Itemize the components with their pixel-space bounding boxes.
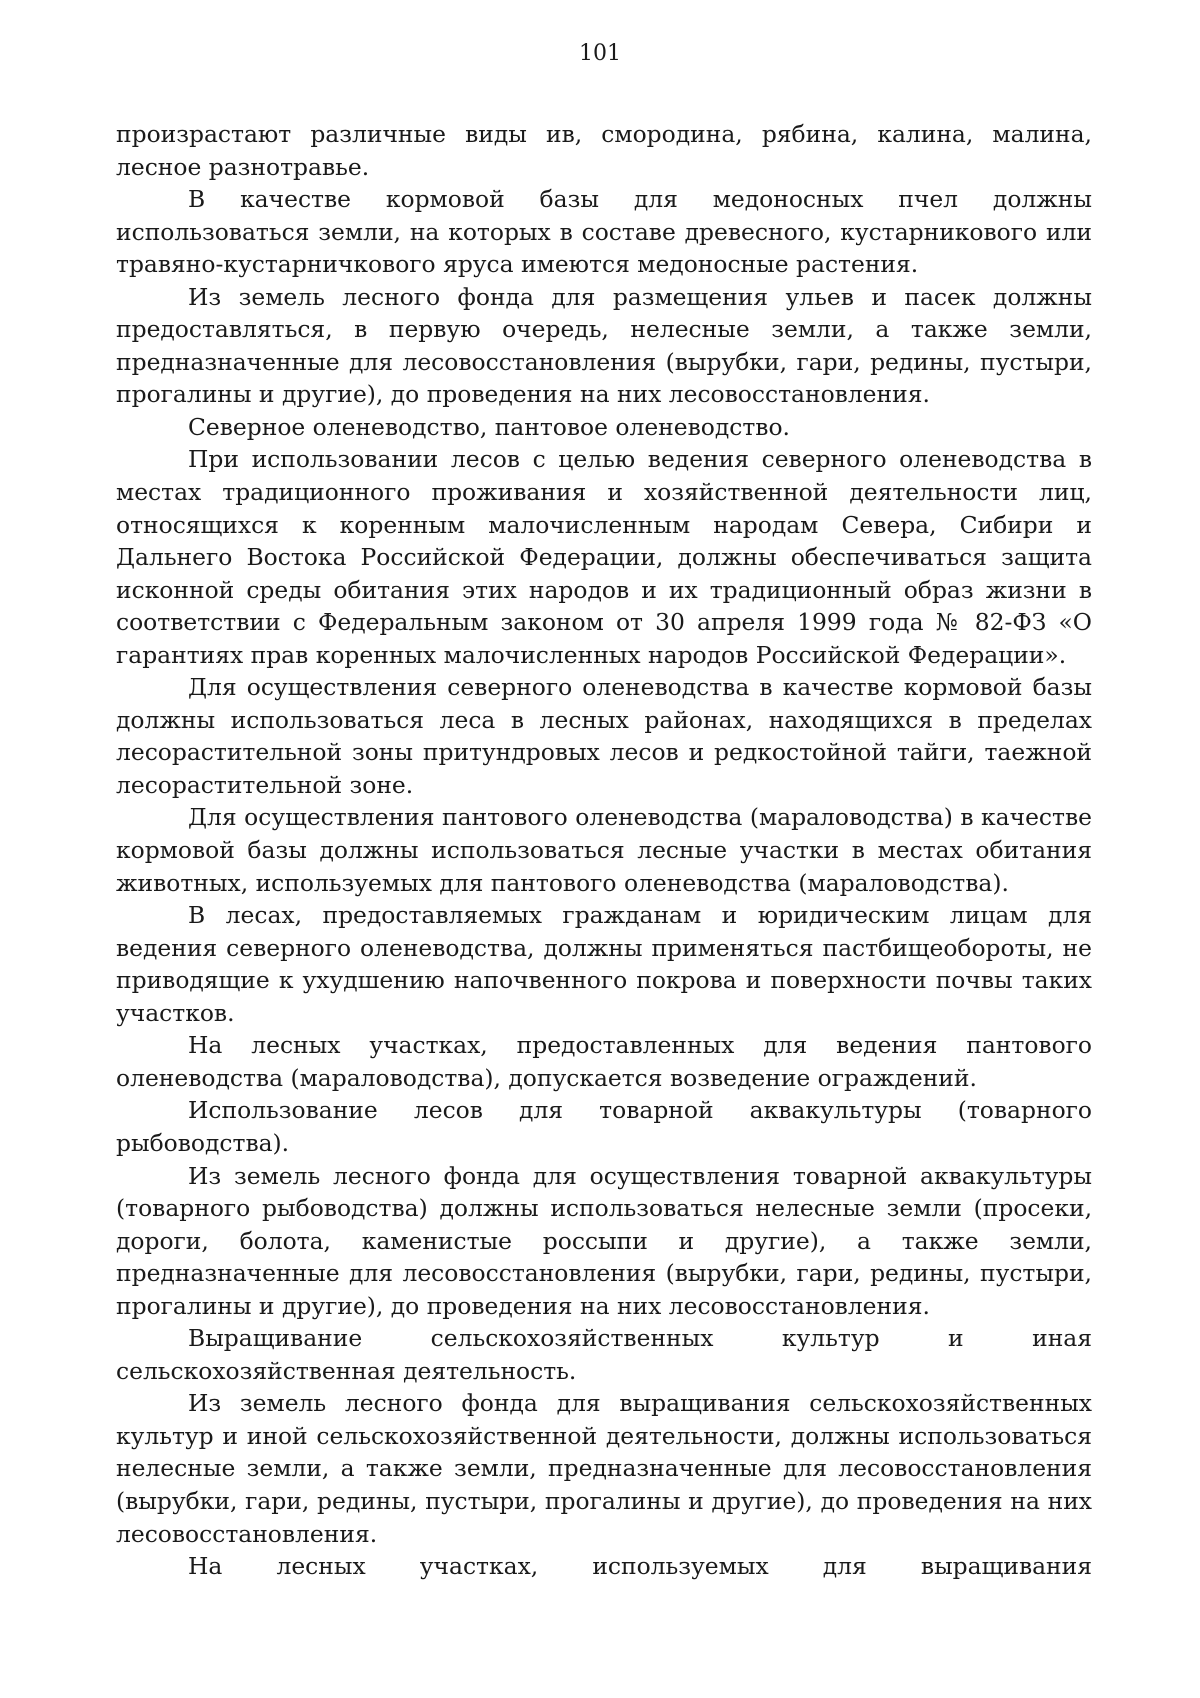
paragraph-fencing: На лесных участках, предоставленных для ведения пантового оленеводства (мараловодства), допускается возведение ограждений. (116, 1031, 1092, 1092)
section-heading-agriculture: Выращивание сельскохозяйственных культур и иная сельскохозяйственная деятельность. (116, 1324, 1092, 1385)
paragraph-honey-bees-forage: В качестве кормовой базы для медоносных пчел должны использоваться земли, на которых в составе древесного, кустарникового или травяно-кустарничкового яруса имеются медоносные растения. (116, 185, 1092, 279)
section-heading-reindeer: Северное оленеводство, пантовое оленеводство. (188, 412, 790, 441)
paragraph-pasture-rotation: В лесах, предоставляемых гражданам и юридическим лицам для ведения северного оленеводства, должны применяться пастбищеобороты, не приводящие к ухудшению напочвенного покрова и поверхности почвы таких участков. (116, 901, 1092, 1027)
paragraph-northern-reindeer-forage: Для осуществления северного оленеводства в качестве кормовой базы должны использоваться леса в лесных районах, находящихся в пределах лесорастительной зоны притундровых лесов и редкостойной тайги, таежной лесорастительной зоне. (116, 673, 1092, 799)
paragraph-continued: произрастают различные виды ив, смородина, рябина, калина, малина, лесное разнотравье. (116, 120, 1092, 181)
paragraph-aquaculture-lands: Из земель лесного фонда для осуществления товарной аквакультуры (товарного рыбоводства) должны использоваться нелесные земли (просеки, дороги, болота, каменистые россыпи и другие), а также земли, предназначенные для лесовосстановления (вырубки, гари, редины, пустыри, прогалины и другие), до проведения на них лесовосстановления. (116, 1161, 1092, 1320)
body-text (116, 118, 1092, 1583)
paragraph-northern-reindeer-use: При использовании лесов с целью ведения северного оленеводства в местах традиционного проживания и хозяйственной деятельности лиц, относящихся к коренным малочисленным народам Севера, Сибири и Дальнего Востока Российской Федерации, должны обеспечиваться защита исконной среды обитания этих народов и их традиционный образ жизни в соответствии с Федеральным законом от 30 апреля 1999 года № 82-ФЗ «О гарантиях прав коренных малочисленных народов Российской Федерации». (116, 445, 1092, 669)
paragraph-agriculture-lands: Из земель лесного фонда для выращивания сельскохозяйственных культур и иной сельскохозяйственной деятельности, должны использоваться нелесные земли, а также земли, предназначенные для лесовосстановления (вырубки, гари, редины, пустыри, прогалины и другие), до проведения на них лесовосстановления. (116, 1389, 1092, 1548)
page-number: 101 (579, 41, 621, 66)
section-heading-aquaculture: Использование лесов для товарной аквакультуры (товарного рыбоводства). (116, 1096, 1092, 1157)
paragraph-antler-reindeer-forage: Для осуществления пантового оленеводства (мараловодства) в качестве кормовой базы должны использоваться лесные участки в местах обитания животных, используемых для пантового оленеводства (мараловодства). (116, 803, 1092, 897)
paragraph-hives-placement: Из земель лесного фонда для размещения ульев и пасек должны предоставляться, в первую очередь, нелесные земли, а также земли, предназначенные для лесовосстановления (вырубки, гари, редины, пустыри, прогалины и другие), до проведения на них лесовосстановления. (116, 282, 1092, 409)
paragraph-agriculture-plots: На лесных участках, используемых для выращивания (188, 1552, 1092, 1581)
